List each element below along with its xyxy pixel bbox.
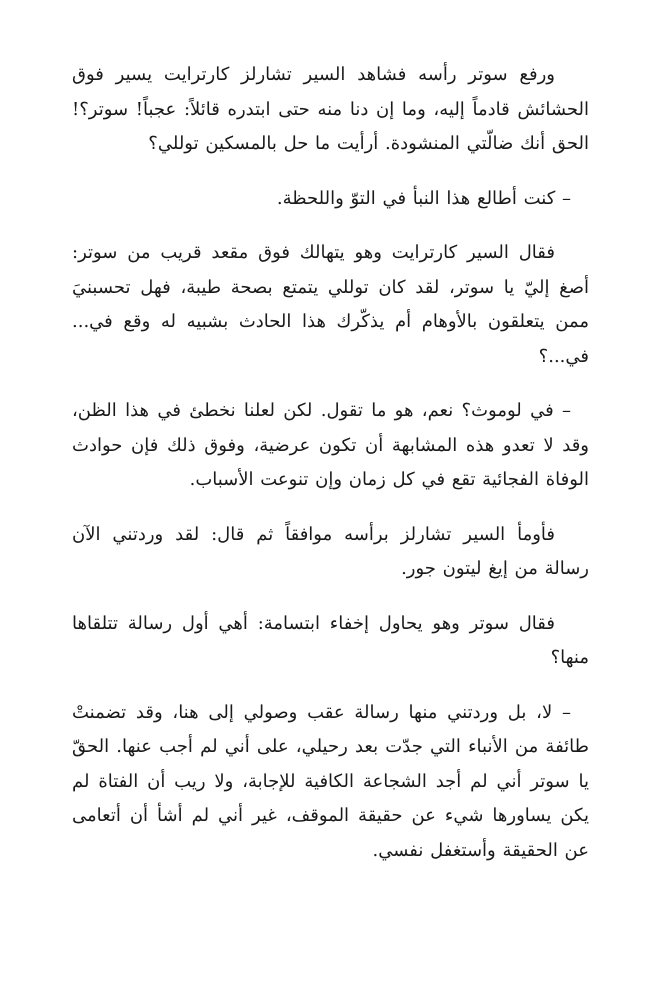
paragraph-4: – في لوموث؟ نعم، هو ما تقول. لكن لعلنا نخطئ في هذا الظن، وقد لا تعدو هذه المشابهة أن تكون عرضية، وفوق ذلك فإن حوادث الوفاة الفجائية تقع في كل زمان وإن تنوعت الأسباب. xyxy=(72,400,589,490)
paragraph-2: – كنت أطالع هذا النبأ في التوّ واللحظة. xyxy=(276,187,571,209)
paragraph-6: فقال سوتر وهو يحاول إخفاء ابتسامة: أهي أول رسالة تتلقاها منها؟ xyxy=(72,612,589,668)
paragraph-5: فأومأ السير تشارلز برأسه موافقاً ثم قال: لقد وردتني الآن رسالة من إيغ ليتون جور. xyxy=(72,523,589,579)
book-page xyxy=(72,58,589,980)
paragraph-1: ورفع سوتر رأسه فشاهد السير تشارلز كارترايت يسير فوق الحشائش قادماً إليه، وما إن دنا منه حتى ابتدره قائلاً: عجباً! سوتر؟! الحق أنك ضالّتي المنشودة. أرأيت ما حل بالمسكين توللي؟ xyxy=(72,64,589,154)
paragraph-7: – لا، بل وردتني منها رسالة عقب وصولي إلى هنا، وقد تضمنتْ طائفة من الأنباء التي جدّت بعد رحيلي، على أني لم أجب عنها. الحقّ يا سوتر أني لم أجد الشجاعة الكافية للإجابة، ولا ريب أن الفتاة لم يكن يساورها شيء عن حقيقة الموقف، غير أني لم أشأ أن أتعامى عن الحقيقة وأستغفل نفسي. xyxy=(72,701,589,861)
paragraph-3: فقال السير كارترايت وهو يتهالك فوق مقعد قريب من سوتر: أصغ إليّ يا سوتر، لقد كان توللي يتمتع بصحة طيبة، فهل تحسبنيَ ممن يتعلقون بالأوهام أم يذكّرك هذا الحادث بشبيه له وقع في... في...؟ xyxy=(72,242,589,367)
